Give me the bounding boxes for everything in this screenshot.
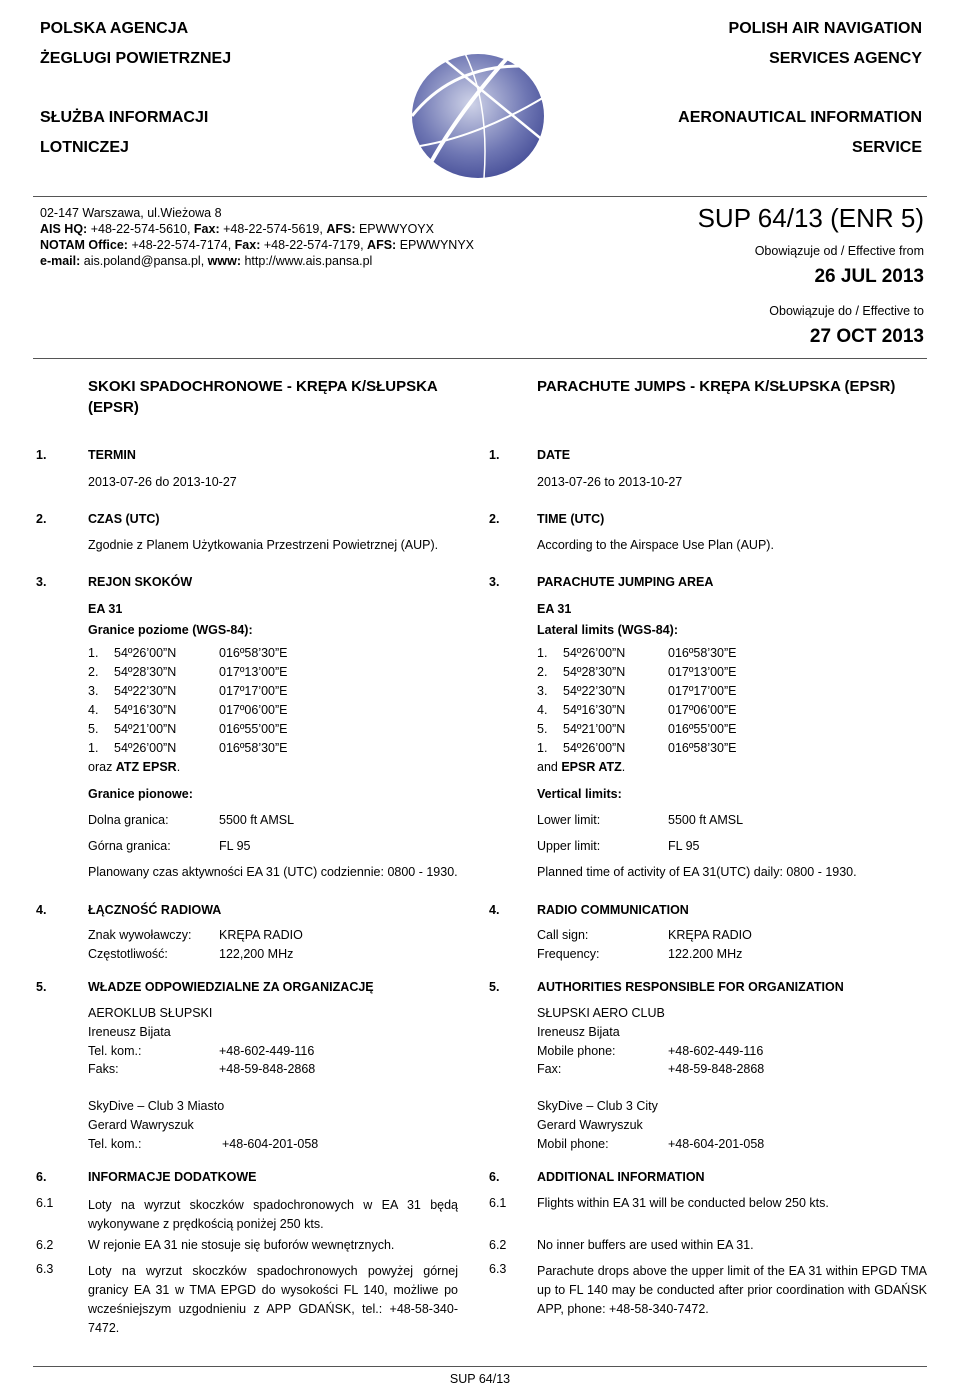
section-title: REJON SKOKÓW [88, 575, 193, 589]
section-title: ŁĄCZNOŚĆ RADIOWA [88, 903, 222, 917]
notam-office-line: NOTAM Office: +48-22-574-7174, Fax: +48-22-574-7179, AFS: EPWWYNYX [40, 238, 475, 252]
upper-limit-value: FL 95 [668, 839, 700, 853]
section-number: 3. [36, 575, 47, 589]
subsection-text: No inner buffers are used within EA 31. [537, 1238, 754, 1252]
org2-phone: +48-604-201-058 [222, 1137, 319, 1151]
agency-name-en-line2: SERVICES AGENCY [769, 50, 922, 67]
section-title: PARACHUTE JUMPING AREA [537, 575, 714, 589]
vertical-limits-label: Granice pionowe: [88, 787, 193, 801]
subsection-number: 6.2 [36, 1238, 54, 1252]
org1-fax: +48-59-848-2868 [668, 1062, 765, 1076]
and-atz-line: and EPSR ATZ. [537, 760, 626, 774]
lateral-limits-label: Granice poziome (WGS-84): [88, 623, 253, 637]
org2-name: SkyDive – Club 3 City [537, 1099, 658, 1113]
coord-lat: 54º22’30”N [563, 684, 626, 698]
service-name-en-line2: SERVICE [852, 139, 922, 156]
coord-lat: 54º21’00”N [563, 722, 626, 736]
subsection-text: W rejonie EA 31 nie stosuje się buforów wewnętrznych. [88, 1238, 395, 1252]
subsection-number: 6.2 [489, 1238, 507, 1252]
coord-lon: 016º58’30”E [219, 741, 288, 755]
address: 02-147 Warszawa, ul.Wieżowa 8 [40, 206, 222, 220]
footer-divider [33, 1366, 927, 1367]
org1-phone-label: Mobile phone: [537, 1044, 616, 1058]
effective-to-label: Obowiązuje do / Effective to [769, 304, 924, 318]
callsign-value: KRĘPA RADIO [668, 928, 752, 942]
coord-number: 1. [537, 741, 548, 755]
section-title: WŁADZE ODPOWIEDZIALNE ZA ORGANIZACJĘ [88, 980, 374, 994]
org1-phone: +48-602-449-116 [668, 1044, 764, 1058]
org1-person: Ireneusz Bijata [537, 1025, 620, 1039]
area-name: EA 31 [88, 602, 123, 616]
header-divider [33, 196, 927, 197]
org1-fax-label: Fax: [537, 1062, 562, 1076]
coord-lon: 017º13’00”E [668, 665, 737, 679]
subsection-text: Loty na wyrzut skoczków spadochronowych powyżej górnej granicy EA 31 w TMA EPGD do wysokości FL 140, możliwe po wcześniejszym uzgodnieniu z APP GDAŃSK, tel.: +48-58-340-7472. [88, 1264, 458, 1335]
section-title: CZAS (UTC) [88, 512, 160, 526]
coord-number: 3. [88, 684, 99, 698]
section-title: DATE [537, 448, 571, 462]
section-title: RADIO COMMUNICATION [537, 903, 689, 917]
coord-lat: 54º16’30”N [563, 703, 626, 717]
coord-lat: 54º21’00”N [114, 722, 177, 736]
service-name-pl-line2: LOTNICZEJ [40, 139, 129, 156]
lower-limit-label: Lower limit: [537, 813, 601, 827]
coord-lat: 54º16’30”N [114, 703, 177, 717]
and-atz-line: oraz ATZ EPSR. [88, 760, 181, 774]
org2-phone: +48-604-201-058 [668, 1137, 765, 1151]
footer-page-id: SUP 64/13 [449, 1372, 511, 1386]
section-title: AUTHORITIES RESPONSIBLE FOR ORGANIZATION [537, 980, 844, 994]
sup-title: SUP 64/13 (ENR 5) [697, 203, 924, 233]
section-number: 1. [489, 448, 500, 462]
org1-phone-label: Tel. kom.: [88, 1044, 142, 1058]
coord-lon: 017º06’00”E [668, 703, 737, 717]
planned-activity: Planowany czas aktywności EA 31 (UTC) codziennie: 0800 - 1930. [88, 865, 458, 879]
coord-lon: 016º58’30”E [219, 646, 288, 660]
agency-name-en-line1: POLISH AIR NAVIGATION [728, 20, 922, 37]
coord-number: 5. [88, 722, 99, 736]
lower-limit-label: Dolna granica: [88, 813, 169, 827]
title-pl: SKOKI SPADOCHRONOWE - KRĘPA K/SŁUPSKA (EPSR) [88, 378, 438, 416]
upper-limit-label: Górna granica: [88, 839, 171, 853]
coord-lon: 016º55’00”E [219, 722, 288, 736]
frequency-label: Częstotliwość: [88, 947, 168, 961]
upper-limit-label: Upper limit: [537, 839, 601, 853]
section-title: ADDITIONAL INFORMATION [537, 1170, 705, 1184]
section-number: 3. [489, 575, 500, 589]
org2-person: Gerard Wawryszuk [537, 1118, 643, 1132]
section-number: 4. [489, 903, 500, 917]
date-range: 2013-07-26 to 2013-10-27 [537, 475, 683, 489]
section-title: TERMIN [88, 448, 136, 462]
agency-name-pl-line2: ŻEGLUGI POWIETRZNEJ [40, 50, 232, 67]
service-name-en-line1: AERONAUTICAL INFORMATION [678, 109, 922, 126]
callsign-value: KRĘPA RADIO [219, 928, 303, 942]
coord-number: 2. [88, 665, 99, 679]
coord-lat: 54º28’30”N [563, 665, 626, 679]
title-en: PARACHUTE JUMPS - KRĘPA K/SŁUPSKA (EPSR) [537, 378, 896, 395]
coord-number: 4. [537, 703, 548, 717]
coord-lat: 54º26’00”N [114, 741, 177, 755]
coord-number: 4. [88, 703, 99, 717]
coord-lon: 017º17’00”E [219, 684, 288, 698]
subsection-text: Flights within EA 31 will be conducted below 250 kts. [537, 1196, 829, 1210]
area-name: EA 31 [537, 602, 572, 616]
section-number: 6. [489, 1170, 500, 1184]
coord-lon: 016º55’00”E [668, 722, 737, 736]
coord-lat: 54º22’30”N [114, 684, 177, 698]
agency-name-pl-line1: POLSKA AGENCJA [40, 20, 189, 37]
section-number: 4. [36, 903, 47, 917]
section-title: TIME (UTC) [537, 512, 605, 526]
callsign-label: Call sign: [537, 928, 589, 942]
coord-lat: 54º26’00”N [114, 646, 177, 660]
vertical-limits-label: Vertical limits: [537, 787, 622, 801]
section-number: 6. [36, 1170, 47, 1184]
www-link[interactable]: http://www.ais.pansa.pl [241, 254, 373, 268]
time-text: Zgodnie z Planem Użytkowania Przestrzeni Powietrznej (AUP). [88, 538, 439, 552]
coord-lat: 54º26’00”N [563, 646, 626, 660]
subsection-number: 6.3 [489, 1262, 507, 1276]
frequency-value: 122,200 MHz [219, 947, 294, 961]
coord-number: 1. [537, 646, 548, 660]
org2-name: SkyDive – Club 3 Miasto [88, 1099, 225, 1113]
coord-number: 5. [537, 722, 548, 736]
org1-name: SŁUPSKI AERO CLUB [537, 1006, 665, 1020]
org1-fax: +48-59-848-2868 [219, 1062, 316, 1076]
callsign-label: Znak wywoławczy: [88, 928, 192, 942]
coord-number: 3. [537, 684, 548, 698]
ais-hq-line: AIS HQ: +48-22-574-5610, Fax: +48-22-574-5619, AFS: EPWWYOYX [40, 222, 434, 236]
subsection-number: 6.1 [489, 1196, 507, 1210]
title-divider [33, 358, 927, 359]
org2-phone-label: Mobil phone: [537, 1137, 609, 1151]
coord-lat: 54º26’00”N [563, 741, 626, 755]
subsection-number: 6.1 [36, 1196, 54, 1210]
effective-from-date: 26 JUL 2013 [814, 266, 924, 287]
org1-person: Ireneusz Bijata [88, 1025, 171, 1039]
coord-number: 1. [88, 741, 99, 755]
lateral-limits-label: Lateral limits (WGS-84): [537, 623, 678, 637]
effective-to-date: 27 OCT 2013 [809, 326, 924, 347]
frequency-label: Frequency: [537, 947, 600, 961]
coord-lon: 017º13’00”E [219, 665, 288, 679]
subsection-text: Parachute drops above the upper limit of the EA 31 within EPGD TMA up to FL 140 may be conducted after prior coordination with GDAŃSK APP, phone: +48-58-340-7472. [537, 1264, 927, 1316]
coord-lon: 016º58’30”E [668, 646, 737, 660]
lower-limit-value: 5500 ft AMSL [668, 813, 744, 827]
section-number: 5. [489, 980, 500, 994]
org2-person: Gerard Wawryszuk [88, 1118, 194, 1132]
coord-lon: 017º06’00”E [219, 703, 288, 717]
pansa-logo [400, 36, 560, 186]
lower-limit-value: 5500 ft AMSL [219, 813, 295, 827]
coord-lon: 016º58’30”E [668, 741, 737, 755]
upper-limit-value: FL 95 [219, 839, 251, 853]
coord-number: 2. [537, 665, 548, 679]
coord-lon: 017º17’00”E [668, 684, 737, 698]
date-range: 2013-07-26 do 2013-10-27 [88, 475, 237, 489]
section-number: 2. [489, 512, 500, 526]
planned-activity: Planned time of activity of EA 31(UTC) daily: 0800 - 1930. [537, 865, 857, 879]
email-link[interactable]: ais.poland@pansa.pl, [80, 254, 208, 268]
org1-phone: +48-602-449-116 [219, 1044, 315, 1058]
sup-block [698, 200, 924, 348]
coord-lat: 54º28’30”N [114, 665, 177, 679]
contact-block [40, 205, 474, 269]
org1-name: AEROKLUB SŁUPSKI [88, 1006, 213, 1020]
org2-phone-label: Tel. kom.: [88, 1137, 142, 1151]
subsection-number: 6.3 [36, 1262, 54, 1276]
subsection-text: Loty na wyrzut skoczków spadochronowych w EA 31 będą wykonywane z prędkością poniżej 250 kts. [88, 1198, 458, 1231]
time-text: According to the Airspace Use Plan (AUP). [537, 538, 774, 552]
header-left [40, 14, 231, 163]
section-title: INFORMACJE DODATKOWE [88, 1170, 257, 1184]
effective-from-label: Obowiązuje od / Effective from [754, 244, 924, 258]
section-number: 1. [36, 448, 47, 462]
frequency-value: 122.200 MHz [668, 947, 743, 961]
email-www-line: e-mail: ais.poland@pansa.pl, www: http://www.ais.pansa.pl [40, 254, 373, 268]
org1-fax-label: Faks: [88, 1062, 119, 1076]
header-right [678, 14, 922, 163]
section-number: 5. [36, 980, 47, 994]
coord-number: 1. [88, 646, 99, 660]
section-number: 2. [36, 512, 47, 526]
service-name-pl-line1: SŁUŻBA INFORMACJI [40, 109, 209, 126]
